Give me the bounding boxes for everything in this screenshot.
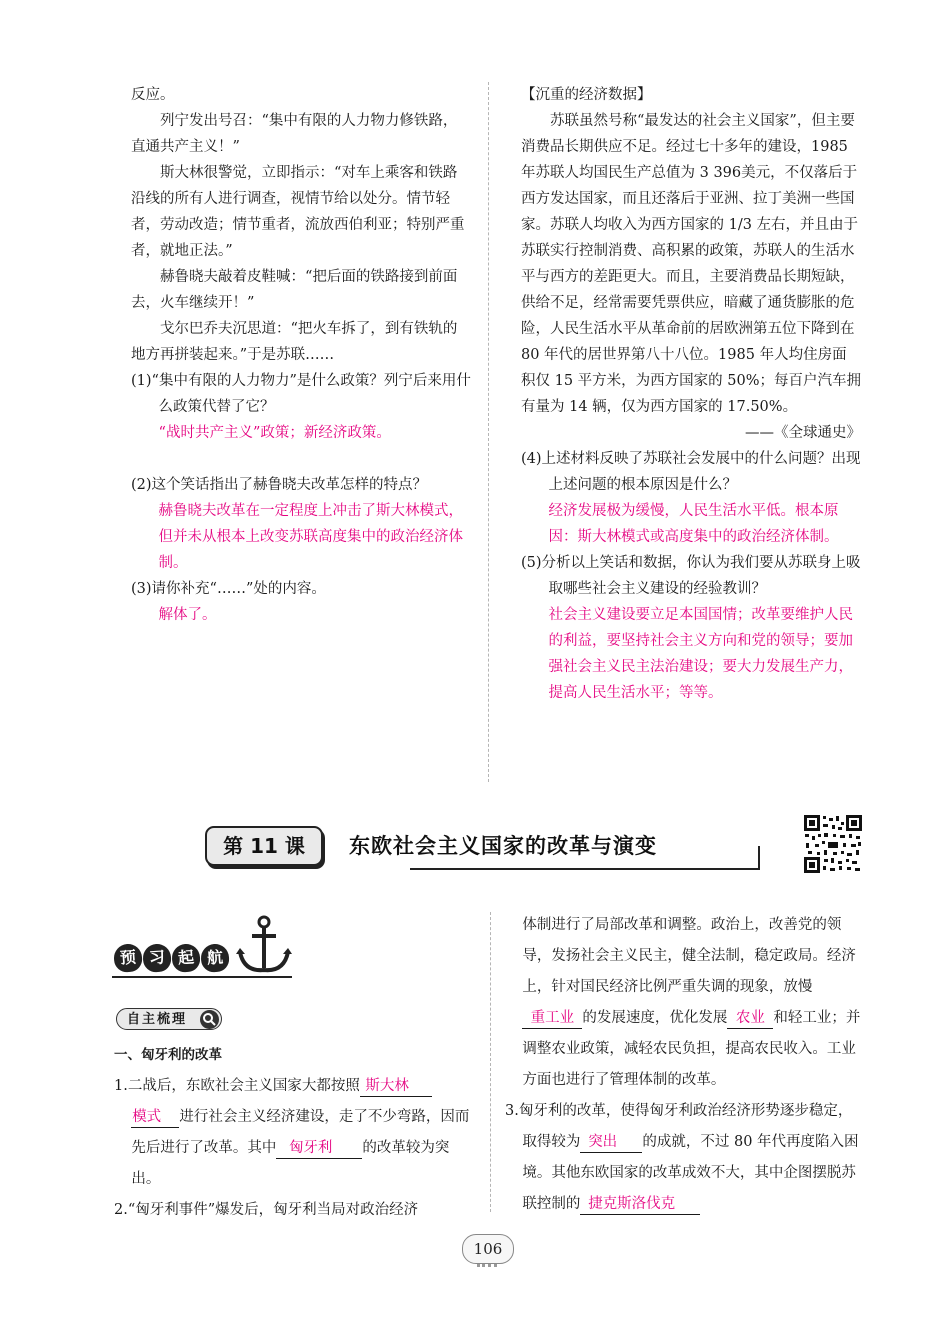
top-right-column [521, 82, 861, 706]
answer-2: 赫鲁晓夫改革在一定程度上冲击了斯大林模式，但并未从根本上改变苏联高度集中的政治经济体制。 [158, 503, 464, 571]
question-3: (3)请你补充“……”处的内容。 [131, 581, 326, 597]
lesson-underline [410, 868, 760, 870]
blank-answer[interactable]: 捷克斯洛伐克 [580, 1194, 700, 1215]
item-text: 体制进行了局部改革和调整。政治上，改善党的领导，发扬社会主义民主，健全法制，稳定政局。经济上，针对国民经济比例严重失调的现象，放慢 [522, 917, 856, 995]
paragraph [505, 910, 865, 1096]
question-1: (1)“集中有限的人力物力”是什么政策？列宁后来用什么政策代替了它？ [131, 373, 471, 415]
preview-char: 航 [200, 943, 230, 973]
blank-answer[interactable]: 模式 [131, 1107, 179, 1128]
lesson-header [205, 824, 760, 870]
paragraph: 列宁发出号召：“集中有限的人力物力修铁路，直通共产主义！” [131, 113, 458, 155]
paragraph: 戈尔巴乔夫沉思道：“把火车拆了，到有铁轨的地方再拼装起来。”于是苏联…… [131, 321, 458, 363]
item-text: 的发展速度，优化发展 [582, 1010, 728, 1026]
paragraph: 赫鲁晓夫敲着皮鞋喊：“把后面的铁路接到前面去，火车继续开！” [131, 269, 458, 311]
bottom-right-column [505, 910, 865, 1220]
answer-5: 社会主义建设要立足本国国情；改革要维护人民的利益，要坚持社会主义方向和党的领导；要加强社会主义民主法治建设；要大力发展生产力，提高人民生活水平；等等。 [548, 607, 854, 701]
fill-item-1 [114, 1071, 474, 1195]
source-citation: ——《全球通史》 [745, 425, 861, 441]
page-number-label: 106 [462, 1234, 514, 1264]
preview-char: 习 [142, 943, 172, 973]
magnifier-icon [200, 1010, 219, 1029]
lesson-number: 第 11 课 [205, 826, 323, 866]
anchor-icon [234, 914, 294, 976]
material-paragraph: 苏联虽然号称“最发达的社会主义国家”，但主要消费品长期供应不足。经过七十多年的建设，1985 年苏联人均国民生产总值为 3 396美元，不仅落后于西方发达国家，而且还落后于亚洲、拉丁美洲一些国家。苏联人均收入为西方国家的 1/3 左右，并且由于苏联实行控制消费、高积累的政策，苏联人的生活水平与西方的差距更大。而且，主要消费品长期短缺，供给不足，经常需要凭票供应，暗藏了通货膨胀的危险，人民生活水平从革命前的居欧洲第五位下降到在 80 年代的居世界第八十八位。1985 年人均住房面积仅 15 平方米，为西方国家的 50%；每百户汽车拥有量为 14 辆，仅为西方国家的 17.50%。 [521, 113, 862, 415]
paragraph: 斯大林很警觉，立即指示：“对车上乘客和铁路沿线的所有人进行调查，视情节给以处分。情节轻者，劳动改造；情节重者，流放西伯利亚；特别严重者，就地正法。” [131, 165, 465, 259]
bottom-left-column [114, 1040, 474, 1226]
blank-answer[interactable]: 突出 [580, 1132, 642, 1153]
paragraph: 反应。 [131, 87, 175, 103]
self-study-badge [116, 1008, 222, 1030]
material-heading: 【沉重的经济数据】 [521, 87, 652, 103]
item-text: 的改革较为突出。 [131, 1140, 450, 1187]
question-5: (5)分析以上笑话和数据，你认为我们要从苏联身上吸取哪些社会主义建设的经验教训？ [521, 555, 861, 597]
section-heading: 一、匈牙利的改革 [114, 1047, 222, 1063]
question-4: (4)上述材料反映了苏联社会发展中的什么问题？出现上述问题的根本原因是什么？ [521, 451, 861, 493]
item-text: 1.二战后，东欧社会主义国家大都按照 [114, 1078, 360, 1094]
answer-1: “战时共产主义”政策；新经济政策。 [158, 425, 391, 441]
answer-4: 经济发展极为缓慢，人民生活水平低。根本原因：斯大林模式或高度集中的政治经济体制。 [548, 503, 839, 545]
page-number-dots [477, 1264, 497, 1267]
lesson-underline-hook [758, 846, 760, 870]
item-text: 进行社会主义经济建设，走了不少弯路，因而先后进行了改革。其中 [131, 1109, 470, 1156]
qr-code-icon [803, 814, 863, 874]
item-text: 和轻工业；并调整农业政策，减轻农民负担，提高农民收入。工业方面也进行了管理体制的改革。 [522, 1010, 861, 1088]
preview-title [114, 944, 230, 972]
item-text: 3.匈牙利的改革，使得匈牙利政治经济形势逐步稳定，取得较为 [505, 1103, 853, 1150]
lesson-title: 东欧社会主义国家的改革与演变 [349, 834, 657, 858]
preview-underline [112, 976, 292, 978]
blank-answer[interactable]: 重工业 [522, 1008, 582, 1029]
question-2: (2)这个笑话指出了赫鲁晓夫改革怎样的特点？ [131, 477, 428, 493]
answer-3: 解体了。 [158, 607, 217, 623]
column-divider [488, 82, 489, 782]
blank-answer[interactable]: 农业 [727, 1008, 773, 1029]
preview-banner [112, 914, 312, 984]
fill-item-2: 2.“匈牙利事件”爆发后，匈牙利当局对政治经济 [114, 1202, 419, 1218]
item-text: 的成就，不过 80 年代再度陷入困境。其他东欧国家的改革成效不大，其中企图摆脱苏联控制的 [522, 1134, 859, 1212]
column-divider [490, 912, 491, 1212]
blank-answer[interactable]: 匈牙利 [276, 1138, 362, 1159]
blank-answer[interactable]: 斯大林 [360, 1076, 432, 1097]
fill-item-3 [505, 1096, 865, 1220]
page-number [455, 1234, 519, 1274]
preview-char: 预 [113, 943, 143, 973]
self-study-label: 自主梳理 [127, 1012, 188, 1027]
top-left-column [131, 82, 471, 628]
preview-char: 起 [171, 943, 201, 973]
